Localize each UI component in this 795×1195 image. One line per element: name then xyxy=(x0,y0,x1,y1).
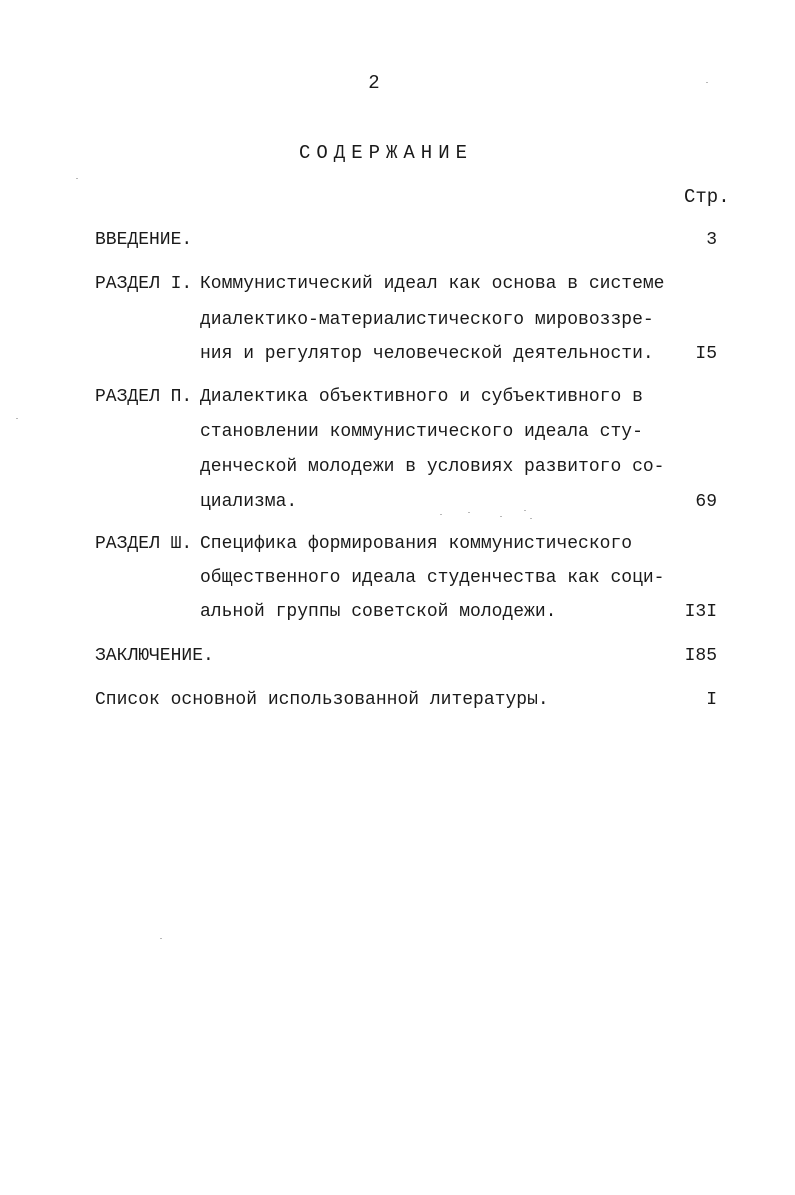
toc-entry-text-line: общественного идеала студенчества как соци- xyxy=(200,568,665,588)
toc-entry-text-line: циализма. xyxy=(200,492,298,512)
toc-entry-label: РАЗДЕЛ Ш. xyxy=(95,534,193,554)
toc-entry-label: РАЗДЕЛ I. xyxy=(95,274,193,294)
toc-entry-label: Список основной использованной литературы. xyxy=(95,690,549,710)
page-column-header: Стр. xyxy=(684,186,730,208)
toc-entry-text-line: ния и регулятор человеческой деятельности. xyxy=(200,344,654,364)
toc-entry-page: I85 xyxy=(684,646,717,666)
scan-speck xyxy=(468,512,470,513)
scan-speck xyxy=(706,82,708,83)
toc-entry-text-line: Диалектика объективного и субъективного в xyxy=(200,387,643,407)
scan-speck xyxy=(16,418,18,419)
toc-entry-label: ЗАКЛЮЧЕНИЕ. xyxy=(95,646,214,666)
toc-entry-text-line: становлении коммунистического идеала сту- xyxy=(200,422,643,442)
toc-entry-text-line: Коммунистический идеал как основа в системе xyxy=(200,274,665,294)
toc-entry-page: 3 xyxy=(706,230,717,250)
toc-entry-text-line: Специфика формирования коммунистического xyxy=(200,534,633,554)
toc-entry-page: I xyxy=(706,690,717,710)
toc-entry-text-line: денческой молодежи в условиях развитого со- xyxy=(200,457,665,477)
toc-entry-text-line: диалектико-материалистического мировоззре- xyxy=(200,310,654,330)
toc-entry-page: I3I xyxy=(684,602,717,622)
toc-entry-page: I5 xyxy=(695,344,717,364)
toc-entry-label: РАЗДЕЛ П. xyxy=(95,387,193,407)
scan-speck xyxy=(524,510,526,511)
scan-speck xyxy=(500,516,502,517)
scan-speck xyxy=(530,518,532,519)
toc-entry-text-line: альной группы советской молодежи. xyxy=(200,602,557,622)
page-title: СОДЕРЖАНИЕ xyxy=(298,142,474,164)
scan-speck xyxy=(160,938,162,939)
page-number: 2 xyxy=(368,72,380,94)
scan-speck xyxy=(76,178,78,179)
scan-speck xyxy=(440,514,442,515)
toc-entry-label: ВВЕДЕНИЕ. xyxy=(95,230,193,250)
toc-entry-page: 69 xyxy=(695,492,717,512)
